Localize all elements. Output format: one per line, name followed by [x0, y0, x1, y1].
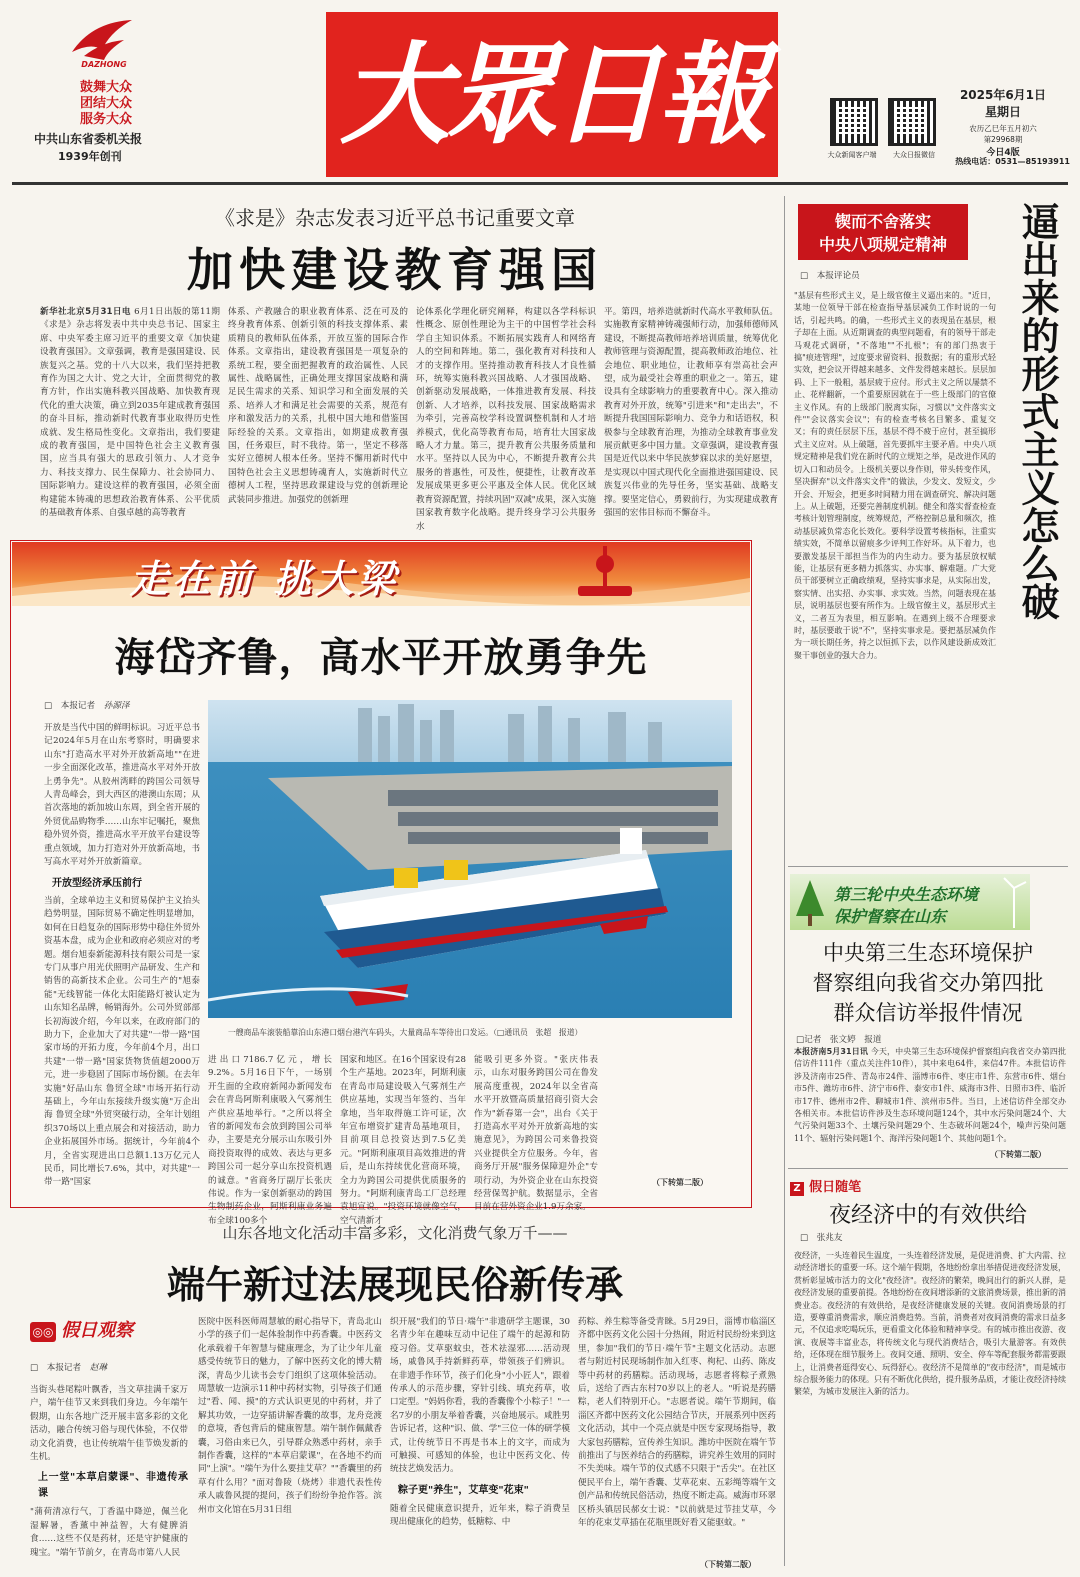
ecology-rule [788, 1168, 1068, 1169]
ecology-headline-line1: 中央第三生态环境保护 [823, 941, 1033, 965]
qr-code-wechat-icon[interactable] [888, 98, 936, 146]
essay-body: 夜经济，一头连着民生温度，一头连着经济发展，是促进消费、扩大内需、拉动经济增长的重要一环。这个端午假期，各地纷纷拿出举措促进夜经济发展，赏析彰显城市活力的文化"夜经济"。夜经济的繁荣，晚间出行的新兴人群，是夜经济发展的重要前提。各地纷纷在夜间增添新的文旅消费场景，推出新的消费业态。夜经济的有效供给，是夜经济健康发展的关键。夜间消费场景的打造，要尊重消费需求，顺应消费趋势。当前，消费者对夜间消费的需求日益多元，不仅追求吃喝玩乐，更看重文化体验和精神享受。有的城市推出夜游、夜演、夜展等丰富业态，将传统文化与现代消费结合，吸引大量游客。有效供给，还体现在细节服务上。夜间交通、照明、安全、停车等配套服务都需要跟上，让消费者逛得安心、玩得舒心。夜经济不是简单的"夜市经济"，而是城市综合服务能力的体现。只有不断优化供给，提升服务品质，才能让夜经济持续繁荣，为城市发展注入新的活力。 [794, 1251, 1066, 1397]
lead-col-1 [40, 306, 220, 536]
date-block [948, 86, 1058, 158]
festival-col-3-rest: 随着全民健康意识提升，近年来，粽子消费呈现出健康化的趋势，低糖粽、中 [390, 1503, 570, 1528]
date: 2025年6月1日 [959, 88, 1047, 102]
slogans [56, 80, 156, 128]
festival-kicker: 山东各地文化活动丰富多彩，文化消费气象万千—— [222, 1224, 568, 1242]
feature-col-1 [44, 722, 200, 1202]
qr-code-app-icon[interactable] [830, 98, 878, 146]
lead-dateline: 新华社北京5月31日电 [40, 307, 131, 317]
founded: 1939年创刊 [58, 150, 122, 163]
feature-col-4 [474, 1054, 598, 1213]
essay-label-icon: Z [790, 1182, 804, 1196]
feature-byline-label: 本报记者 [60, 701, 96, 711]
festival-continued[interactable]: （下转第二版） [700, 1559, 756, 1569]
ecology-banner [790, 874, 1030, 930]
festival-col-3 [390, 1316, 570, 1572]
feature-byline: □ 本报记者 孙源泽 [44, 701, 130, 711]
ecology-headline-line3: 群众信访举报件情况 [833, 1001, 1023, 1025]
feature-photo [208, 700, 732, 1018]
ecology-dateline: 本报济南5月31日讯 [794, 1047, 868, 1056]
lead-col-3: 论体系化学理化研究阐释，构建以各学科标识性概念、原创性理论为主干的中国哲学社会科学自主知识体系。不断拓展实践育人和网络育人的空间和阵地。第二，强化教育对科技和人才的支撑作用。坚持推动教育科技人才良性循环，统筹实施科教兴国战略、人才强国战略、创新驱动发展战略，一体推进教育发展、科技创新、人才培养，以科技发展、国家战略需求为牵引，完善高校学科设置调整机制和人才培养模式，优化高等教育布局，培育壮大国家战略人才力量。第三，提升教育公共服务质量和水平。坚持以人民为中心，不断提升教育公共服务的普惠性，可及性，便捷性，让教育改革发展成果更多更公平惠及全体人民。优化区域教育资源配置，持续巩固"双减"成果，深入实施国家教育数字化战略。提升终身学习公共服务水 [416, 307, 596, 532]
feature-col-3: 国家和地区。在16个国家设有28个生产基地。2023年，阿斯利康在青岛市局建设吸入气雾剂生产供应基地，实现当年签约、当年拿地，当年取得施工许可证，次年宣布增资扩建青岛基地项目，目前项目总投资达到7.5亿美元。"阿斯利康项目高效推进的背后，是山东持续优化营商环境，全力为跨国公司提供优质服务的努力。"阿斯利康青岛工厂总经理袁旭宣说。"投资环境就像空气，空气清新才 [340, 1055, 466, 1226]
festival-headline: 端午新过法展现民俗新传承 [166, 1263, 623, 1307]
ecology-banner-line1: 第三轮中央生态环境 [834, 885, 979, 904]
lunar-date: 农历乙巳年五月初六 [969, 124, 1037, 133]
landmark-tower-icon [570, 542, 640, 606]
festival-col-1-subhead: 上一堂"本草启蒙课"、非遗传承课 [38, 1472, 188, 1500]
photo-caption: 一艘商品车滚装船靠泊山东港口烟台港汽车码头，大量商品车等待出口发运。（□通讯员 张超 报道） [228, 1028, 583, 1037]
lead-col-1-text: 6月1日出版的第11期《求是》杂志将发表中共中央总书记、国家主席、中央军委主席习近平的重要文章《加快建设教育强国》。文章强调，教育是强国建设、民族复兴之基。党的十八大以来，我们坚持把教育作为国之大计、党之大计，全面贯彻党的教育方针，作出实施科教兴国战略、加快教育现代化的重大决策，确立到2035年建成教育强国的奋斗目标，推动新时代教育事业取得历史性成就、发生格局性变化。文章指出，我们要建成的教育强国，是中国特色社会主义教育强国，应当具有强大的思政引领力、人才竞争力、科技支撑力、民生保障力、社会协同力、国际影响力。建设这样的教育强国，必须全面构建能本铸魂的思想政治教育体系、公平优质的基础教育体系、自强卓越的高等教育 [40, 307, 221, 519]
commentary-byline: □ 本报评论员 [800, 271, 860, 281]
festival-col-4: 药粽、养生粽等备受青睐。5月29日，淄博市临淄区齐都中医药文化公园十分热闹，附近村民纷纷来到这里，参加"我们的节日·端午节"主题文化活动。志愿者与附近村民现场制作加入红枣、枸杞、山药、陈皮等中药材的药膳粽。活动现场，志愿者将粽子煮熟后，送给了西古东村70岁以上的老人。"听说是药膳粽，老人们特别开心。"志愿者说。端午节期间，临淄区齐都中医药文化公园结合节庆，开展系列中医药文化活动，其中一个亮点就是中医专家现场指导，教大家包药膳粽，宣传养生知识。潍坊中医院在端午节前推出了与医养结合的药膳粽，讲究养生效用的同时不失美味。端午节的仪式感不只限于"舌尖"。在社区便民平台上，端午香囊、艾草花束、五彩绳等端午文创产品和传统民俗活动，热度不断走高。威海市环翠区桥头镇居民郝女士说："以前就是过节挂艾草，今年的花束艾草插在花瓶里既好看又能驱蚊。" [578, 1317, 776, 1529]
issue-number: 第29968期 [983, 135, 1023, 144]
right-column-divider [784, 196, 785, 1566]
feature-headline: 海岱齐鲁，高水平开放勇争先 [114, 635, 648, 681]
feature-col-1-rest: 当前，全球单边主义和贸易保护主义抬头趋势明显，国际贸易不确定性明显增加，如何在日趋复杂的国际形势中稳住外贸外资基本盘，成为企业和政府必须应对的考题。烟台旭泰新能源科技有限公司是一家专门从事户用光伏照明产品研发、生产和销售的高新技术企业。公司生产的"旭泰能"无线智能一体化太阳能路灯被认定为山东知名品牌，畅销海外。公司外贸部部长初海波介绍，今年以来，在政府部门的助力下，企业加大了对共建"一带一路"国家市场的开拓力度，今年前4个月，出口共建"一带一路"国家货物货值超2000万元，进一步稳固了国际市场份额。在去年实施"好品山东 鲁贸全球"市场开拓行动基础上，今年山东接续升级实施"万企出海 鲁贸全球"外贸突破行动，全年计划组织370场以上重点展会和对接活动，助力企业拓展国外市场。据统计，今年前4个月，全省实现进出口总额1.13万亿元人民币，同比增长7.6%，其中，对共建"一带一路"国家 [44, 895, 200, 1188]
lead-col-4: 平。第四，培养造就新时代高水平教师队伍。实施教育家精神铸魂强师行动，加强师德师风建设，不断提高教师培养培训质量，统筹优化教师管理与资源配置，提高教师政治地位、社会地位、职业地位，让教师享有崇高社会声望，成为最受社会尊重的职业之一。第五，建设具有全球影响力的重要教育中心。深入推动教育对外开放，统筹"引进来"和"走出去"，不断提升我国国际影响力、竞争力和话语权，积极参与全球教育治理，为推动全球教育事业发展贡献更多中国力量。文章强调，建设教育强国是近代以来中华民族梦寐以求的美好愿望，是实现以中国式现代化全面推进强国建设、民族复兴伟业的先导任务，坚实基础、战略支撑。要坚定信心，勇毅前行，为实现建成教育强国的宏伟目标而不懈奋斗。 [604, 307, 778, 519]
lead-headline: 加快建设教育强国 [187, 243, 603, 297]
feature-banner [12, 542, 750, 606]
feature-subhead: 开放型经济承压前行 [52, 878, 142, 890]
slogan-1: 鼓舞大众 [79, 80, 132, 95]
feature-banner-text: 走在前 挑大梁 [130, 556, 400, 601]
festival-byline-name: 赵琳 [89, 1363, 107, 1373]
ecology-headline [790, 938, 1066, 1028]
essay-headline: 夜经济中的有效供给 [828, 1203, 1027, 1228]
lead-col-2: 体系、产教融合的职业教育体系、泛在可及的终身教育体系、创新引领的科技支撑体系、素质精良的教师队伍体系，开放互鉴的国际合作体系。文章指出，建设教育强国是一项复杂的系统工程，要全面把握教育的政治属性、人民属性、战略属性，正确处理支撑国家战略和满足民生需求的关系、知识学习和全面发展的关系、培养人才和满足社会需要的关系，规范有序和激发活力的关系，扎根中国大地和借鉴国际经验的关系。文章指出，如期建成教育强国，任务艰巨，时不我待。第一，坚定不移落实好立德树人根本任务。坚持不懈用新时代中国特色社会主义思想铸魂育人，实施新时代立德树人工程，坚持思政课建设与党的创新理论武装同步推进。加强党的创新理 [228, 307, 408, 505]
commentary-body: "基层有些形式主义，是上级官僚主义逼出来的。"近日，某地一位领导干部在检查指导基层减负工作时说的一句话，引起共鸣。的确，一些形式主义的表现虽在基层，根子却在上面。从近期调查的典型问题看，有的领导干部走马观花式调研，"不落地""不扎根"；有的部门热衷于搞"痕迹管理"，过度要求留资料、报数据；有的重形式轻实效，把会议开得越来越多、文件发得越来越长。层层加码、上下一般粗，基层疲于应付。形式主义之所以屡禁不止、花样翻新，一个重要原因就在于一些上级部门的官僚主义作风。有的上级部门脱离实际，习惯以"文件落实文件""会议落实会议"；有的检查考核名目繁多、重复交叉；有的责任层层下压，基层不得不疲于应付，甚至搞形式主义应对。从上破题，首先要抓牢主要矛盾。中央八项规定精神是我们党在新时代的立规矩之举，是改进作风的切入口和动员令。上级机关要以身作则，带头转变作风，坚决摒弃"以文件落实文件"的做法，少发文、发短文，少开会、开短会，把更多时间精力用在调查研究、解决问题上。从上破题，还要完善制度机制。健全和落实督查检查考核计划管理制度，统筹规范，严格控制总量和频次，推动基层减负常态化长效化。要科学设置考核指标，注重实绩实效，不简单以留痕多少评判工作好坏。从下着力，也要激发基层干部担当作为的内生动力。要为基层放权赋能，让基层有更多精力抓落实、办实事、解难题。广大党员干部要树立正确政绩观，坚持实事求是，从实际出发，察实情、出实招、办实事、求实效。当然，问题表现在基层，说明基层也要有所作为。上级官僚主义，基层形式主义，二者互为表里，相互影响。在遇到上级不合理要求时，基层要敢于说"不"，坚持实事求是。要把基层减负作为一项长期任务，持之以恒抓下去，以作风建设新成效汇聚干事创业的强大合力。 [794, 291, 996, 660]
qr1-label: 大众新闻客户端 [827, 151, 877, 159]
ecology-continued[interactable]: （下转第二版） [990, 1149, 1046, 1159]
masthead [0, 0, 1080, 184]
commentary-headline: 逼出来的形式主义怎么破 [1015, 202, 1059, 620]
festival-col-1-text: 当街头巷尾粽叶飘香，当文草挂满千家万户，端午佳节又来到我们身边。今年端午假期，山东各地广泛开展丰富多彩的文化活动，融合传统习俗与现代体验，不仅带动文化消费，也让传统端午佳节焕发新的生机。 [30, 1385, 188, 1463]
page-count: 今日4版 [986, 148, 1020, 158]
ecology-byline: □记者 张文婷 报道 [796, 1035, 882, 1045]
ecology-headline-line2: 督察组向我省交办第四批 [812, 971, 1044, 995]
feature-col-2: 进出口7186.7亿元，增长9.2%。5月16日下午，一场别开生面的全政府新闻办新闻发布会在青岛阿斯利康吸入气雾剂生产供应基地举行。"之所以将全省的新闻发布会放到跨国公司举办，主要是充分展示山东吸引外商投资取得的成效、表达与更多跨国公司一起分享山东投资机遇的诚意。"省商务厅副厅长张庆伟说。作为一家创新驱动的跨国生物制药企业，阿斯利康业务遍布全球100多个 [208, 1055, 332, 1226]
lead-kicker: 《求是》杂志发表习近平总书记重要文章 [215, 206, 575, 230]
festival-col-3-text: 织开展"我们的节日·端午"非遗研学主题课，30名青少年在趣味互动中记住了端午的起源和防疫习俗。艾草驱蚊虫，苍术祛湿邪……活动现场，戚鲁风手持新鲜药草，带领孩子们辨识。在非遗手作环节，孩子们化身"小小匠人"，跟着传承人的示范步骤，穿针引线、填充药草，收口定型。"妈妈你看，我的香囊像个小粽子！"一名7岁的小朋友举着香囊，兴奋地展示。咸胜男告诉记者，这种"识、做、学"三位一体的研学模式，让传统节日不再是书本上的文字，而成为可触摸、可感知的体验，也让中医药文化、传统技艺焕发活力。 [390, 1317, 570, 1475]
festival-col-3-subhead: 粽子更"养生"，艾草变"花束" [398, 1484, 529, 1496]
festival-column-label: 假日观察 [61, 1320, 134, 1341]
festival-byline: □ 本报记者 赵琳 [30, 1363, 107, 1373]
cargo-ship-photo-icon [208, 700, 732, 1018]
brand-logo [62, 12, 142, 74]
ecology-body-text: 今天，中央第三生态环境保护督察组向我省交办第四批信访件111件（重点关注件10件），其中来电64件，来信47件。本批信访件涉及济南市25件、青岛市24件、淄博市6件、枣庄市1件、东营市6件、烟台市5件、潍坊市6件、济宁市6件、泰安市1件、威海市3件、日照市3件、临沂市17件、德州市2件、聊城市1件、滨州市5件。当日，上述信访件全部交办各相关市。本批信访件涉及生态环境问题124个，其中水污染问题24个、大气污染问题33个、土壤污染问题29个、生态破坏问题24个，噪声污染问题11个、辐射污染问题1个、海洋污染问题1个、其他问题1个。 [794, 1047, 1066, 1143]
tree-icon [790, 874, 830, 930]
publisher: 中共山东省委机关报 [34, 132, 143, 146]
ecology-body [794, 1046, 1066, 1162]
wind-turbine-icon [1000, 874, 1028, 930]
glasses-icon: ◎◎ [30, 1322, 56, 1342]
festival-col-1 [30, 1384, 188, 1572]
slogan-2: 团结大众 [79, 96, 132, 111]
ecology-banner-line2: 保护督察在山东 [834, 907, 947, 926]
commentary-badge [798, 204, 968, 260]
festival-col-2: 医院中医科医师周慧敏的耐心指导下，青岛北山小学的孩子们一起体验制作中药香囊。中医药文化承载着千年智慧与健康理念，为了让少年儿童感受传统节日的魅力，了解中医药文化的博大精深，青岛少儿读书会专门组织了这项体验活动。周慧敏一边演示11种中药材实物，引导孩子们通过"看、闻、摸"的方式认识更见的中药材，并了解其功效，一边穿插讲解香囊的故事，龙舟竞渡的意境，香包背后的健康智慧。端午制作佩戴香囊，习俗由来已久，引导群众熟悉中药材，亲手制作香囊，这样的"本草启蒙课"，在各地不约而同"上演"。"端午为什么要挂艾草？""香囊里的药草有什么用？"面对鲁陵（烧烤）非遗代表性传承人戚鲁风提的提问，孩子们纷纷争抢作答。滨州市文化馆在5月31日组 [198, 1317, 382, 1515]
festival-byline-label: 本报记者 [46, 1363, 82, 1373]
essay-label [790, 1176, 890, 1194]
feature-continued[interactable]: （下转第二版） [652, 1177, 708, 1187]
masthead-rule [12, 182, 1068, 185]
qr2-label: 大众日报微信 [893, 151, 935, 159]
hotline: 热线电话：0531—85193911 [955, 157, 1070, 166]
feature-intro: 开放是当代中国的鲜明标识。习近平总书记2024年5月在山东考察时，明确要求山东"打造高水平对外开放新高地""在进一步全面深化改革，推进高水平对外开放上勇争先"。从胶州湾畔的跨国公司领导人青岛峰会，到大西区的港澳山东周；从首次落地的新加坡山东周，到全省开展的外贸优品购物季……山东牢记嘱托，聚焦稳外贸外资，推进高水平开放平台建设等重点领域，加力打造对外开放新高地，书写高水平对外开放新篇章。 [44, 723, 200, 868]
weekday: 星期日 [984, 105, 1021, 119]
feature-col-4-text: 能吸引更多外资。"张庆伟表示，山东对服务跨国公司在鲁发展高度重视，2024年以全省高水平开放暨高质量招商引资大会作为"新春第一会"，出台《关于打造高水平对外开放新高地的实施意见》，为跨国公司来鲁投资兴业提供全方位服务。今年，省商务厅开展"服务保障迎外企"专项行动，为外资企业在山东投资经营保驾护航。数据显示，全省目前在营外资企业1.9万余家。 [474, 1055, 598, 1213]
essay-column-label: 假日随笔 [809, 1180, 862, 1195]
title-plate [326, 12, 778, 177]
brand-small-text: DAZHONG [81, 60, 127, 69]
feature-byline-name: 孙源泽 [103, 701, 130, 711]
festival-col-1-rest: "蒲荷清凉行气，丁香温中降逆，佩兰化湿解暑，香薰中神益智，大有健脾消食……这些不仅是药材，还是守护健康的瑰宝。"端午节前夕，在青岛市第八人民 [30, 1507, 188, 1558]
slogan-3: 服务大众 [79, 112, 132, 127]
commentary-badge-line2: 中央八项规定精神 [818, 235, 947, 254]
festival-label [30, 1316, 170, 1342]
commentary-rule [788, 866, 1068, 867]
newspaper-title: 大眾日報 [340, 30, 764, 159]
commentary-badge-line1: 锲而不舍落实 [834, 212, 931, 231]
essay-byline: □ 张兆友 [800, 1233, 843, 1243]
